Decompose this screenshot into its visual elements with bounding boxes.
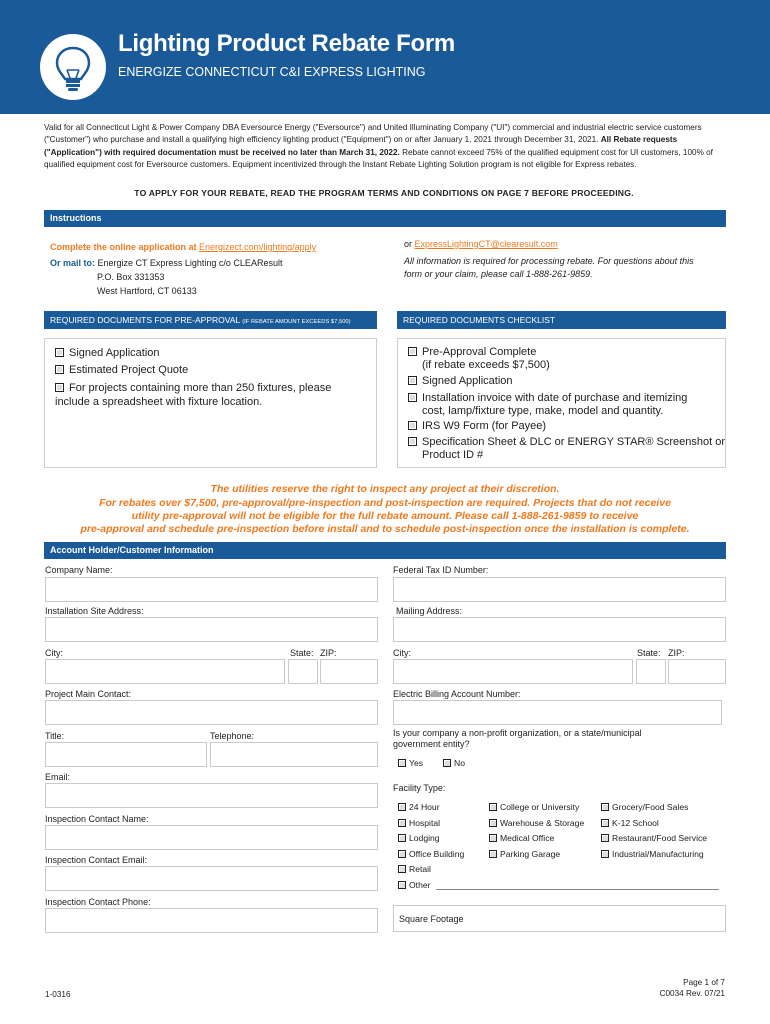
facility-option-label: Grocery/Food Sales [612, 802, 689, 812]
facility-option-label: Office Building [409, 849, 465, 859]
warning-line-3: utility pre-approval will not be eligible for the full rebate amount. Please call 1-888-261-9859 to receive [131, 510, 639, 522]
preapproval-bar [44, 311, 377, 329]
mail-city-label: City: [393, 648, 411, 658]
inspection-phone-label: Inspection Contact Phone: [45, 897, 151, 907]
preapproval-box [44, 338, 377, 468]
inspection-email-label: Inspection Contact Email: [45, 855, 148, 865]
preapproval-bar-label: REQUIRED DOCUMENTS FOR PRE-APPROVAL [50, 315, 240, 325]
intro-text-2: Rebate cannot exceed 75% of the qualified equipment cost for UI customers, 100% of qualified equipment cost for Eversource customers. Equipment incentivized through the Instant Rebate Lighting Solution program is not eligible for Express rebates. [44, 147, 713, 169]
checkbox-icon [489, 834, 497, 842]
intro-deadline: All Rebate requests ("Application") with required documentation must be received no later than March 31, 2022. [44, 135, 678, 157]
checklist-item-label: Signed Application [422, 375, 513, 387]
mail-state-label: State: [637, 648, 661, 658]
mail-address-3: West Hartford, CT 06133 [97, 286, 197, 296]
checklist-item-label: IRS W9 Form (for Payee) [422, 420, 547, 432]
facility-option-label: Lodging [409, 833, 440, 843]
checkbox-icon [601, 803, 609, 811]
install-address-label: Installation Site Address: [45, 606, 144, 616]
warning-line-2: For rebates over $7,500, pre-approval/pre-inspection and post-inspection are required. Projects that do not receive [99, 497, 671, 509]
checklist-item-label: Pre-Approval Complete [422, 346, 537, 358]
mail-state-field[interactable] [636, 659, 666, 684]
checkbox-icon [398, 865, 406, 873]
main-contact-field[interactable] [45, 700, 378, 725]
mail-to-line [50, 258, 282, 268]
preapproval-bar-note: (IF REBATE AMOUNT EXCEEDS $7,500) [242, 319, 351, 325]
checkbox-icon [55, 383, 64, 392]
inspection-email-field[interactable] [45, 866, 378, 891]
preapproval-item-cont: include a spreadsheet with fixture location. [55, 396, 263, 408]
mail-zip-label: ZIP: [668, 648, 685, 658]
checkbox-icon [408, 347, 417, 356]
zip-field[interactable] [320, 659, 378, 684]
billing-number-field[interactable] [393, 700, 722, 725]
facility-option[interactable] [601, 833, 707, 843]
info-line-2: form or your claim, please call 1-888-261-9859. [404, 269, 593, 279]
checkbox-icon [601, 850, 609, 858]
page-number: Page 1 of 7 [683, 978, 725, 987]
checkbox-icon [398, 881, 406, 889]
email-line [404, 239, 558, 249]
form-subtitle: ENERGIZE CONNECTICUT C&I EXPRESS LIGHTING [118, 65, 426, 79]
facility-type-label: Facility Type: [393, 783, 446, 793]
checkbox-icon [408, 393, 417, 402]
facility-option[interactable] [601, 818, 659, 828]
facility-option-label: Retail [409, 864, 431, 874]
checkbox-icon [408, 376, 417, 385]
info-line-1: All information is required for processing rebate. For questions about this [404, 256, 694, 266]
intro-paragraph [44, 122, 724, 171]
facility-option[interactable] [489, 818, 584, 828]
facility-option-label: Medical Office [500, 833, 555, 843]
warning-line-4: pre-approval and schedule pre-inspection before install and to schedule post-inspection once the installation is complete. [80, 523, 690, 535]
federal-tax-field[interactable] [393, 577, 726, 602]
revision: C0034 Rev. 07/21 [659, 989, 725, 998]
checkbox-icon [408, 437, 417, 446]
title-field[interactable] [45, 742, 207, 767]
nonprofit-no-option[interactable] [443, 758, 465, 768]
email-link[interactable]: ExpressLightingCT@clearesult.com [414, 239, 558, 249]
lightbulb-icon [40, 34, 106, 100]
email-field[interactable] [45, 783, 378, 808]
facility-option-label: 24 Hour [409, 802, 440, 812]
checkbox-icon [55, 365, 64, 374]
checklist-bar: REQUIRED DOCUMENTS CHECKLIST [397, 311, 726, 329]
preapproval-item-label: For projects containing more than 250 fixtures, please [69, 382, 332, 394]
checkbox-icon [55, 348, 64, 357]
checkbox-icon [443, 759, 451, 767]
preapproval-item[interactable] [55, 363, 188, 377]
checkbox-icon [408, 421, 417, 430]
checkbox-icon [398, 850, 406, 858]
apply-notice: TO APPLY FOR YOUR REBATE, READ THE PROGRAM TERMS AND CONDITIONS ON PAGE 7 BEFORE PROCEEDING. [134, 188, 634, 198]
facility-option[interactable] [398, 864, 431, 874]
checklist-item-label: Specification Sheet & DLC or ENERGY STAR® Screenshot or [422, 436, 725, 448]
facility-option[interactable] [489, 802, 579, 812]
facility-option[interactable] [398, 833, 440, 843]
mail-zip-field[interactable] [668, 659, 726, 684]
or-label: or [404, 239, 413, 249]
facility-option[interactable] [489, 849, 560, 859]
facility-option-label: Industrial/Manufacturing [612, 849, 704, 859]
telephone-field[interactable] [210, 742, 378, 767]
facility-option[interactable] [398, 802, 440, 812]
form-code: 1-0316 [45, 990, 71, 999]
checklist-item-label: Installation invoice with date of purchase and itemizing [422, 392, 688, 404]
checklist-item[interactable] [408, 435, 725, 449]
checkbox-icon [489, 819, 497, 827]
checkbox-icon [398, 803, 406, 811]
nonprofit-question-2: government entity? [393, 739, 470, 749]
mailing-address-field[interactable] [393, 617, 726, 642]
checkbox-icon [398, 819, 406, 827]
checklist-item[interactable] [408, 391, 687, 405]
state-field[interactable] [288, 659, 318, 684]
facility-option[interactable] [489, 833, 554, 843]
inspection-phone-field[interactable] [45, 908, 378, 933]
facility-option[interactable] [601, 802, 688, 812]
form-title: Lighting Product Rebate Form [118, 30, 455, 57]
facility-option-label: Other [409, 880, 431, 890]
checklist-item-label-cont: (if rebate exceeds $7,500) [422, 359, 550, 371]
intro-text-1: Valid for all Connecticut Light & Power Company DBA Eversource Energy ("Eversource") and United Illuminating Company ("UI") commercial and industrial electric service customers ("Customer") who purchase and install a qualifying high efficiency lighting product ("Equipment") on or after January 1, 2021 through December 31, 2021. [44, 123, 702, 145]
mail-address-2: P.O. Box 331353 [97, 272, 165, 282]
facility-option-label: Warehouse & Storage [500, 818, 585, 828]
square-footage-label: Square Footage [399, 914, 464, 924]
facility-option-label: Restaurant/Food Service [612, 833, 708, 843]
checkbox-icon [398, 759, 406, 767]
facility-option-label: Parking Garage [500, 849, 561, 859]
federal-tax-label: Federal Tax ID Number: [393, 565, 489, 575]
preapproval-item[interactable] [55, 346, 160, 360]
facility-option[interactable] [601, 849, 704, 859]
main-contact-label: Project Main Contact: [45, 689, 132, 699]
warning-line-1: The utilities reserve the right to inspect any project at their discretion. [210, 483, 560, 495]
facility-option[interactable] [398, 849, 464, 859]
instructions-bar: Instructions [44, 210, 726, 227]
header-banner [0, 0, 770, 114]
nonprofit-question-1: Is your company a non-profit organization, or a state/municipal [393, 728, 642, 738]
checkbox-icon [601, 819, 609, 827]
checklist-item[interactable] [408, 419, 546, 433]
online-application-line [50, 242, 316, 252]
checklist-item[interactable] [408, 345, 536, 359]
zip-label: ZIP: [320, 648, 337, 658]
nonprofit-no-label: No [454, 758, 465, 768]
online-application-link[interactable]: Energizect.com/lighting/apply [199, 242, 317, 252]
account-bar: Account Holder/Customer Information [44, 542, 726, 559]
state-label: State: [290, 648, 314, 658]
mail-city-field[interactable] [393, 659, 633, 684]
other-line[interactable] [436, 889, 719, 890]
preapproval-item-label: Signed Application [69, 347, 160, 359]
company-name-label: Company Name: [45, 565, 113, 575]
inspection-name-field[interactable] [45, 825, 378, 850]
title-label: Title: [45, 731, 65, 741]
checkbox-icon [489, 803, 497, 811]
checkbox-icon [398, 834, 406, 842]
telephone-label: Telephone: [210, 731, 255, 741]
checklist-box [397, 338, 726, 468]
install-address-field[interactable] [45, 617, 378, 642]
billing-number-label: Electric Billing Account Number: [393, 689, 521, 699]
nonprofit-yes-label: Yes [409, 758, 424, 768]
checkbox-icon [489, 850, 497, 858]
company-name-field[interactable] [45, 577, 378, 602]
preapproval-item-label: Estimated Project Quote [69, 364, 189, 376]
mailing-address-label: Mailing Address: [396, 606, 463, 616]
online-label: Complete the online application at [50, 242, 197, 252]
square-footage-field[interactable] [393, 905, 726, 932]
nonprofit-yes-option[interactable] [398, 758, 423, 768]
facility-option-label: K-12 School [612, 818, 659, 828]
checklist-item-label-cont: Product ID # [422, 449, 484, 461]
city-label: City: [45, 648, 63, 658]
city-field[interactable] [45, 659, 285, 684]
checkbox-icon [601, 834, 609, 842]
preapproval-item[interactable] [55, 381, 331, 395]
mail-address-1: Energize CT Express Lighting c/o CLEAResult [97, 258, 283, 268]
facility-option-other[interactable] [398, 880, 431, 890]
checklist-item-label-cont: cost, lamp/fixture type, make, model and quantity. [422, 405, 664, 417]
facility-option-label: College or University [500, 802, 580, 812]
checklist-item[interactable] [408, 374, 513, 388]
facility-option[interactable] [398, 818, 440, 828]
mail-label: Or mail to: [50, 258, 96, 268]
email-label: Email: [45, 772, 71, 782]
inspection-name-label: Inspection Contact Name: [45, 814, 149, 824]
facility-option-label: Hospital [409, 818, 441, 828]
